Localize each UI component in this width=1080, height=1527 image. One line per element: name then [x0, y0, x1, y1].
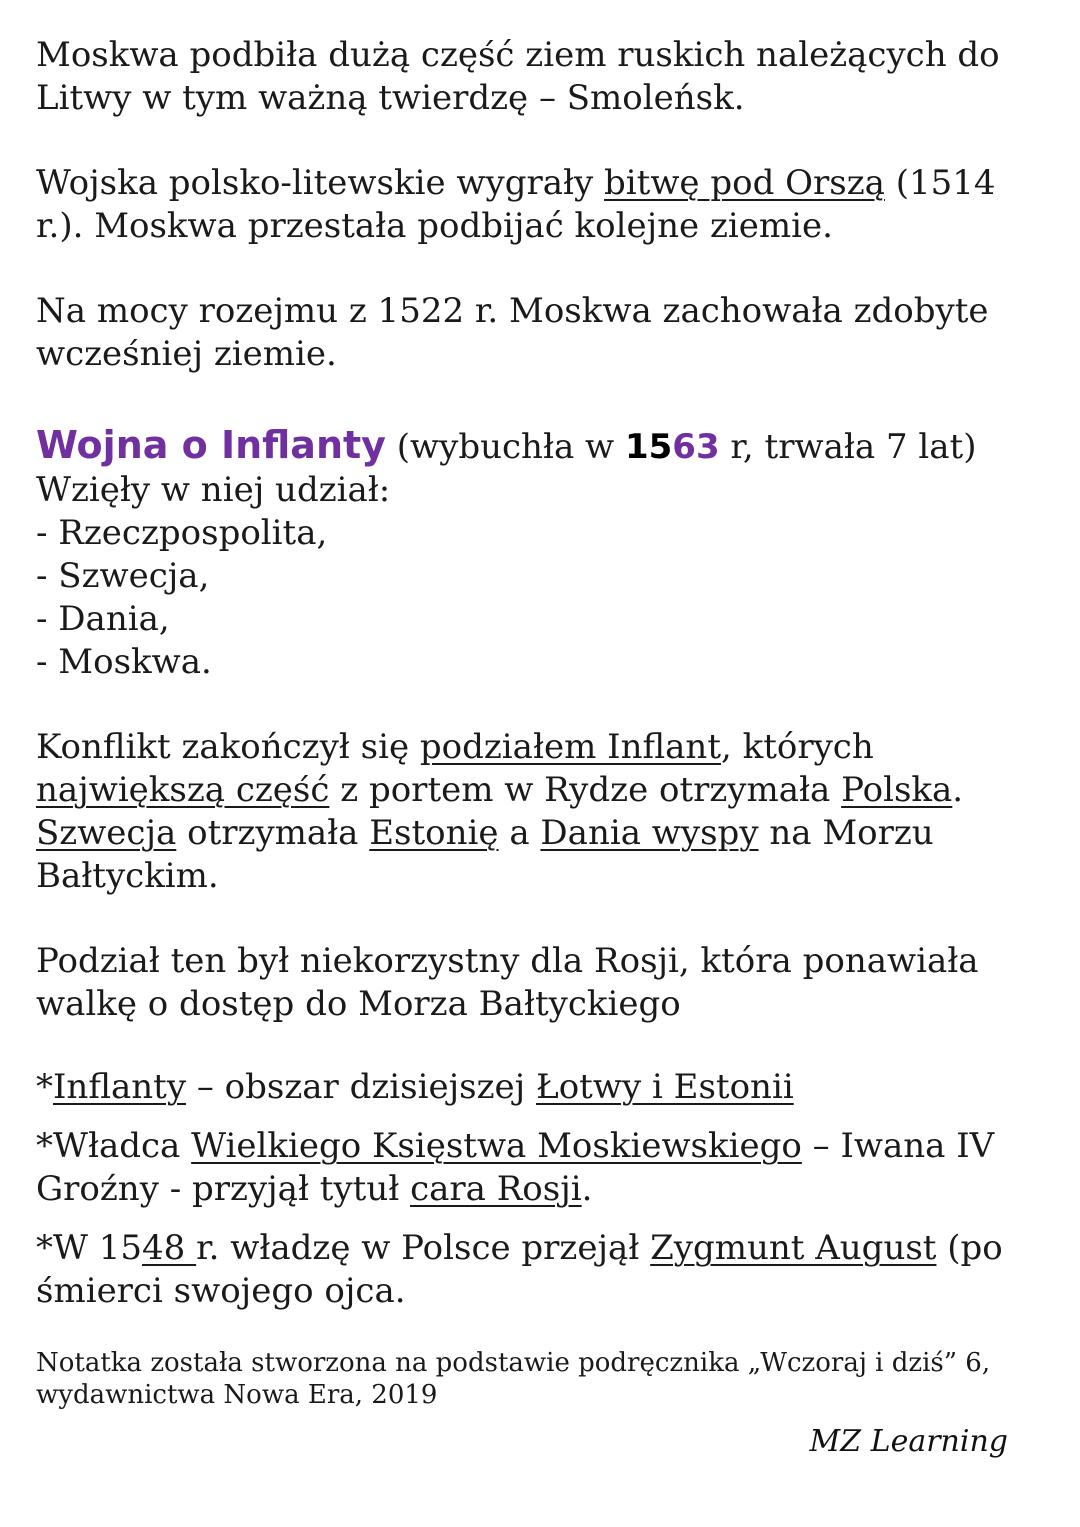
orsza-battle-underlined: bitwę pod Orszą [604, 163, 885, 203]
heading-title: Wojna o Inflanty [36, 423, 386, 467]
paragraph-russia [36, 940, 1046, 1026]
paragraph-truce-text: Na mocy rozejmu z 1522 r. Moskwa zachowała zdobyte wcześniej ziemie. [36, 291, 989, 374]
conflict-t2: , których [720, 727, 874, 767]
note2-u1: Wielkiego Księstwa Moskiewskiego [191, 1126, 802, 1166]
participants-intro [36, 469, 1046, 512]
orsza-text-a: Wojska polsko-litewskie wygrały [36, 163, 605, 203]
list-item: - Moskwa. [36, 642, 212, 682]
note1-b: – obszar dzisiejszej [186, 1067, 536, 1107]
note3-a: *W 15 [36, 1228, 143, 1268]
note2-u2: cara Rosji [410, 1169, 582, 1209]
conflict-t1: Konflikt zakończył się [36, 727, 420, 767]
list-item: - Dania, [36, 599, 170, 639]
conflict-u6: Dania wyspy [540, 813, 759, 853]
conflict-t3: z portem w Rydze otrzymała [329, 770, 842, 810]
list-item: - Rzeczpospolita, [36, 513, 328, 553]
note2-c: . [581, 1169, 593, 1209]
conflict-u4: Szwecja [36, 813, 177, 853]
note3-u1: 48 [142, 1228, 197, 1268]
heading-pre: (wybuchła w [385, 427, 625, 467]
note1-u2: Łotwy i Estonii [535, 1067, 794, 1107]
conflict-u2: największą część [36, 770, 330, 810]
paragraph-orsza [36, 162, 1046, 248]
note3-u2: Zygmunt August [650, 1228, 937, 1268]
list-item: - Szwecja, [36, 556, 210, 596]
conflict-t7: na Morzu Bałtyckim. [36, 813, 934, 896]
note-page [36, 34, 1046, 1411]
signature: MZ Learning [809, 1424, 1008, 1459]
note3-b: r. władzę w Polsce przejął [196, 1228, 651, 1268]
conflict-t4: . [952, 770, 964, 810]
paragraph-conflict [36, 726, 1046, 898]
participants-list [36, 512, 1046, 684]
note-ruler [36, 1125, 1046, 1211]
note3-c: (po śmierci swojego ojca. [36, 1228, 1003, 1311]
paragraph-smolensk [36, 34, 1046, 120]
participants-intro-text: Wzięły w niej udział: [36, 470, 391, 510]
heading-year-part-b: 63 [672, 427, 720, 467]
note-zygmunt [36, 1227, 1046, 1313]
note-inflanty [36, 1066, 1046, 1109]
note2-a: *Władca [36, 1126, 192, 1166]
heading-year-part-a: 15 [624, 427, 673, 467]
note2-b: – Iwana IV Groźny - przyjął tytuł [36, 1126, 995, 1209]
source-note [36, 1347, 1046, 1411]
paragraph-truce [36, 290, 1046, 376]
source-note-text: Notatka została stworzona na podstawie podręcznika „Wczoraj i dziś” 6, wydawnictwa Nowa Era, 2019 [36, 1348, 991, 1410]
paragraph-russia-text: Podział ten był niekorzystny dla Rosji, która ponawiała walkę o dostęp do Morza Bałtyckiego [36, 941, 979, 1024]
conflict-u5: Estonię [369, 813, 499, 853]
orsza-text-b: (1514 r.). Moskwa przestała podbijać kolejne ziemie. [36, 163, 996, 246]
heading-post: r, trwała 7 lat) [719, 427, 977, 467]
paragraph-smolensk-text: Moskwa podbiła dużą część ziem ruskich należących do Litwy w tym ważną twierdzę – Smoleńsk. [36, 35, 1000, 118]
note1-a: * [36, 1067, 53, 1107]
note1-u1: Inflanty [53, 1067, 187, 1107]
section-heading [36, 424, 1046, 469]
conflict-t5: otrzymała [176, 813, 370, 853]
conflict-t6: a [498, 813, 541, 853]
conflict-u3: Polska [841, 770, 953, 810]
conflict-u1: podziałem Inflant [419, 727, 721, 767]
